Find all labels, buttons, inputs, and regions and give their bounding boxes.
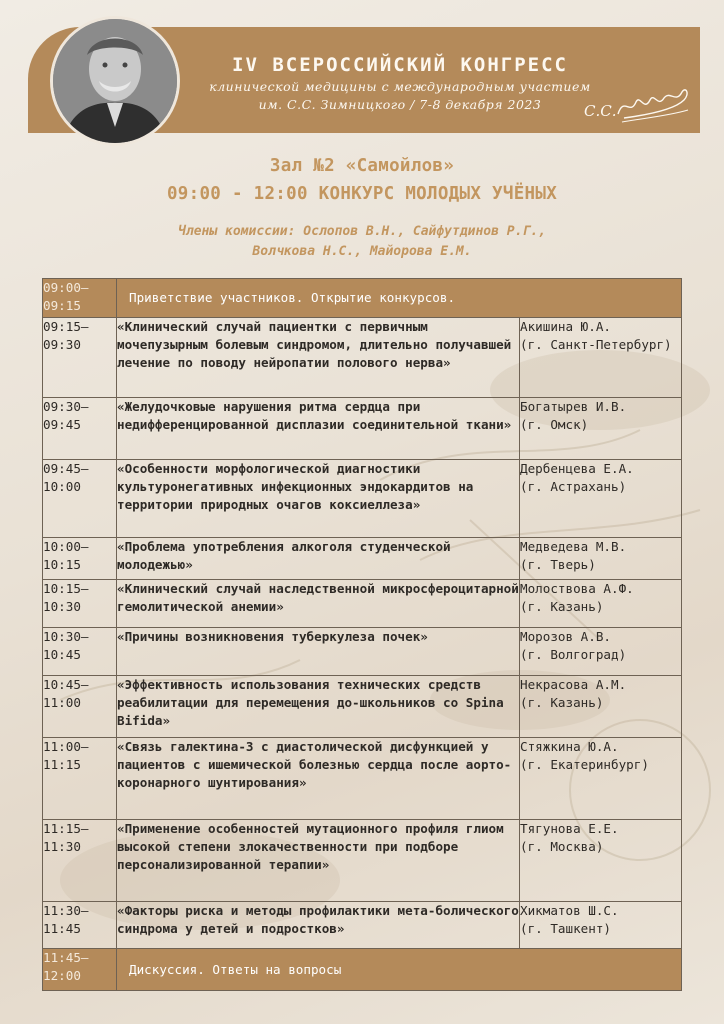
speaker-city: (г. Тверь) bbox=[520, 557, 596, 572]
talk-title: «Факторы риска и методы профилактики мета-болического синдрома у детей и подростков» bbox=[117, 902, 520, 949]
speaker-city: (г. Астрахань) bbox=[520, 479, 627, 494]
time-cell: 09:00— 09:15 bbox=[43, 279, 117, 318]
speaker-city: (г. Казань) bbox=[520, 599, 604, 614]
commission-line2: Волчкова Н.С., Майорова Е.М. bbox=[252, 244, 472, 259]
time-cell: 11:45— 12:00 bbox=[43, 949, 117, 991]
session-title: 09:00 - 12:00 КОНКУРС МОЛОДЫХ УЧЁНЫХ bbox=[166, 184, 558, 204]
speaker-city: (г. Санкт-Петербург) bbox=[520, 337, 672, 352]
speaker-name: Молоствова А.Ф. bbox=[520, 581, 634, 596]
speaker-name: Тягунова Е.Е. bbox=[520, 821, 619, 836]
speaker-name: Стяжкина Ю.А. bbox=[520, 739, 619, 754]
table-row bbox=[43, 820, 682, 902]
speaker-cell bbox=[520, 628, 682, 676]
time-cell: 09:15— 09:30 bbox=[43, 318, 117, 398]
opening-text: Приветствие участников. Открытие конкурсов. bbox=[117, 279, 682, 318]
table-row bbox=[43, 460, 682, 538]
table-row bbox=[43, 676, 682, 738]
closing-row bbox=[43, 949, 682, 991]
time-cell: 10:15— 10:30 bbox=[43, 580, 117, 628]
signature bbox=[584, 78, 694, 128]
speaker-name: Дербенцева Е.А. bbox=[520, 461, 634, 476]
time-cell: 10:45— 11:00 bbox=[43, 676, 117, 738]
congress-subtitle-line2: им. С.С. Зимницкого / 7-8 декабря 2023 bbox=[258, 97, 542, 112]
talk-title: «Причины возникновения туберкулеза почек» bbox=[117, 628, 520, 676]
portrait-photo bbox=[50, 16, 180, 146]
speaker-cell bbox=[520, 580, 682, 628]
talk-title: «Особенности морфологической диагностики культуронегативных инфекционных эндокардитов на территории природных очагов коксиеллеза» bbox=[117, 460, 520, 538]
table-row bbox=[43, 738, 682, 820]
talk-title: «Клинический случай наследственной микросфероцитарной гемолитической анемии» bbox=[117, 580, 520, 628]
opening-row bbox=[43, 279, 682, 318]
speaker-cell bbox=[520, 676, 682, 738]
speaker-cell bbox=[520, 902, 682, 949]
speaker-city: (г. Москва) bbox=[520, 839, 604, 854]
time-cell: 10:00— 10:15 bbox=[43, 538, 117, 580]
congress-subtitle-line1: клинической медицины с международным участием bbox=[209, 79, 591, 94]
time-cell: 11:00— 11:15 bbox=[43, 738, 117, 820]
closing-text: Дискуссия. Ответы на вопросы bbox=[117, 949, 682, 991]
speaker-city: (г. Волгоград) bbox=[520, 647, 627, 662]
table-row bbox=[43, 902, 682, 949]
speaker-city: (г. Омск) bbox=[520, 417, 589, 432]
speaker-name: Хикматов Ш.С. bbox=[520, 903, 619, 918]
congress-title: IV ВСЕРОССИЙСКИЙ КОНГРЕСС bbox=[232, 54, 568, 76]
speaker-cell bbox=[520, 460, 682, 538]
speaker-cell bbox=[520, 820, 682, 902]
speaker-name: Медведева М.В. bbox=[520, 539, 627, 554]
speaker-name: Некрасова А.М. bbox=[520, 677, 627, 692]
time-cell: 11:30— 11:45 bbox=[43, 902, 117, 949]
speaker-cell bbox=[520, 398, 682, 460]
table-row bbox=[43, 398, 682, 460]
talk-title: «Клинический случай пациентки с первичным мочепузырным болевым синдромом, длительно получавшей лечение по поводу нейропатии полового нерва» bbox=[117, 318, 520, 398]
speaker-city: (г. Казань) bbox=[520, 695, 604, 710]
speaker-city: (г. Екатеринбург) bbox=[520, 757, 649, 772]
svg-text:С.С.: С.С. bbox=[584, 102, 617, 120]
commission-line1: Члены комиссии: Ослопов В.Н., Сайфутдинов Р.Г., bbox=[178, 224, 546, 239]
time-cell: 09:30— 09:45 bbox=[43, 398, 117, 460]
talk-title: «Эффективность использования технических средств реабилитации для перемещения до-школьников со Spina Bifida» bbox=[117, 676, 520, 738]
talk-title: «Применение особенностей мутационного профиля глиом высокой степени злокачественности при подборе персонализированной терапии» bbox=[117, 820, 520, 902]
talk-title: «Желудочковые нарушения ритма сердца при недифференцированной дисплазии соединительной ткани» bbox=[117, 398, 520, 460]
congress-header bbox=[190, 54, 610, 112]
table-row bbox=[43, 538, 682, 580]
talk-title: «Связь галектина-3 с диастолической дисфункцией у пациентов с ишемической болезнью сердца после аорто-коронарного шунтирования» bbox=[117, 738, 520, 820]
time-cell: 09:45— 10:00 bbox=[43, 460, 117, 538]
speaker-name: Акишина Ю.А. bbox=[520, 319, 611, 334]
time-cell: 11:15— 11:30 bbox=[43, 820, 117, 902]
speaker-city: (г. Ташкент) bbox=[520, 921, 611, 936]
table-row bbox=[43, 580, 682, 628]
speaker-name: Богатырев И.В. bbox=[520, 399, 627, 414]
speaker-cell bbox=[520, 738, 682, 820]
speaker-name: Морозов А.В. bbox=[520, 629, 611, 644]
table-row bbox=[43, 318, 682, 398]
schedule-table bbox=[42, 278, 682, 991]
hall-name: Зал №2 «Самойлов» bbox=[269, 156, 455, 176]
table-row bbox=[43, 628, 682, 676]
speaker-cell bbox=[520, 318, 682, 398]
time-cell: 10:30— 10:45 bbox=[43, 628, 117, 676]
speaker-cell bbox=[520, 538, 682, 580]
talk-title: «Проблема употребления алкоголя студенческой молодежью» bbox=[117, 538, 520, 580]
